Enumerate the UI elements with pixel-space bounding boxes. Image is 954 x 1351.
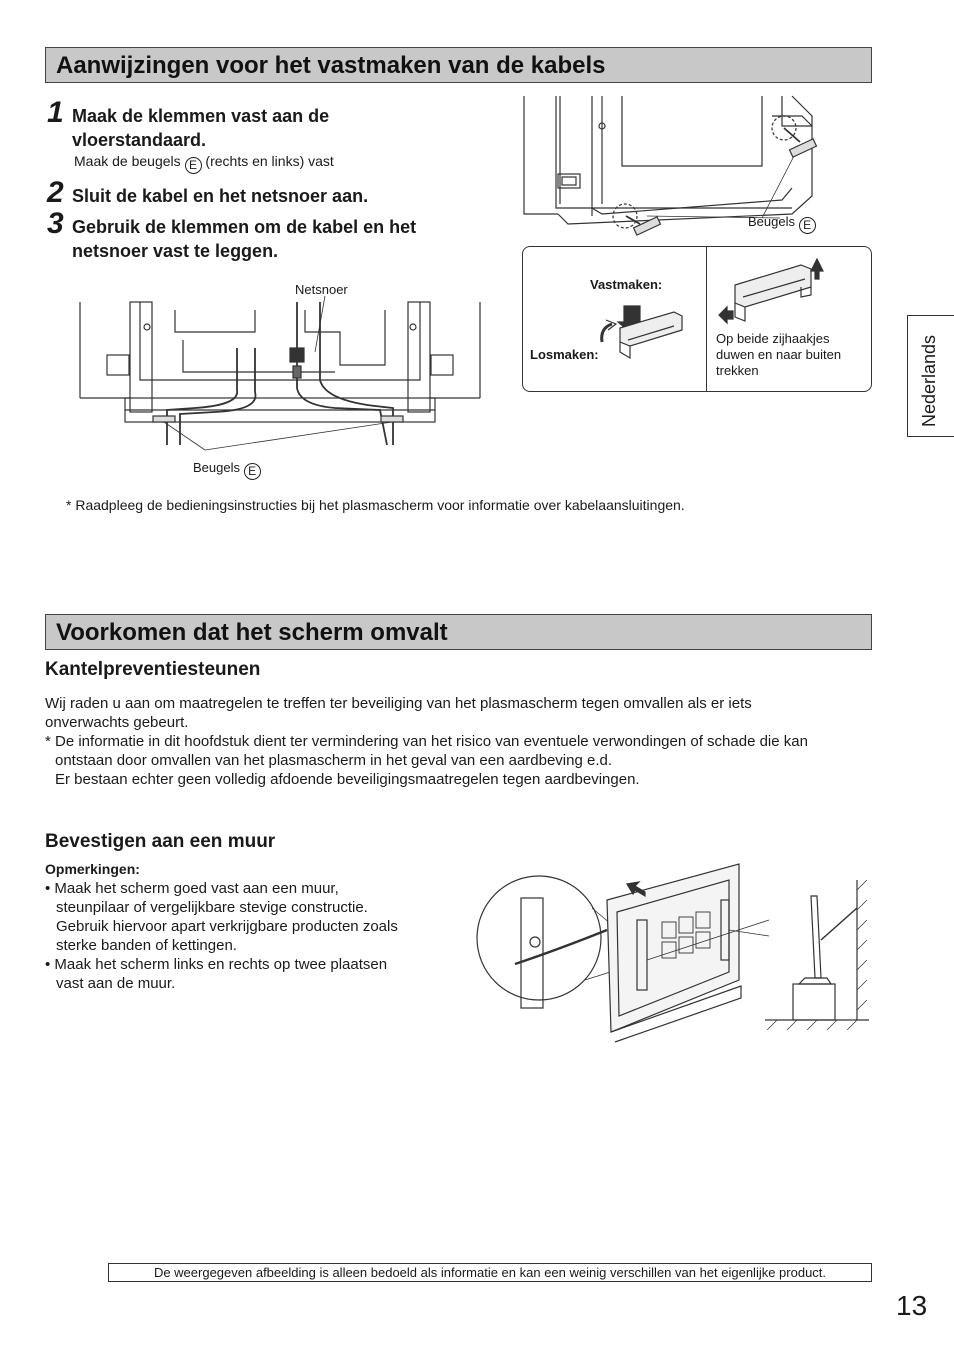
clamp-fasten-illustration — [594, 292, 694, 362]
note-line: duwen en naar buiten — [716, 347, 842, 362]
e-symbol: E — [799, 217, 816, 234]
step-number: 3 — [47, 207, 64, 240]
paragraph-intro — [45, 694, 808, 789]
step-line: Maak de klemmen vast aan de — [72, 106, 330, 126]
footnote: * Raadpleeg de bedieningsinstructies bij het plasmascherm voor informatie over kabelaansluitingen. — [66, 497, 685, 513]
para-line: Wij raden u aan om maatregelen te treffen ter beveiliging van het plasmascherm tegen omvallen als er iets — [45, 695, 752, 712]
page-number: 13 — [896, 1290, 928, 1321]
notes-heading: Opmerkingen: — [45, 861, 140, 877]
label-vastmaken: Vastmaken: — [590, 277, 663, 292]
para-line: ontstaan door omvallen van het plasmascherm in het geval van een aardbeving e.d. — [55, 752, 613, 769]
step-text — [72, 215, 416, 263]
section-header-cables — [45, 47, 872, 83]
language-side-tab — [907, 315, 954, 437]
beugels-text: Beugels — [193, 460, 240, 475]
step-line: Gebruik de klemmen om de kabel en het — [72, 217, 417, 237]
section-title: Voorkomen dat het scherm omvalt — [56, 619, 448, 646]
label-beugels — [193, 460, 261, 480]
para-line: * De informatie in dit hoofdstuk dient ter vermindering van het risico van eventuele verwondingen of schade die kan — [45, 733, 808, 750]
subheading-tilt: Kantelpreventiesteunen — [45, 659, 261, 680]
e-symbol: E — [185, 157, 202, 174]
e-symbol: E — [244, 463, 261, 480]
para-line: onverwachts gebeurt. — [45, 714, 189, 731]
language-label: Nederlands — [919, 334, 939, 427]
stand-rear-figure — [75, 280, 485, 480]
label-beugels-right — [748, 214, 816, 234]
notes-list — [45, 879, 398, 993]
bullet-line: Gebruik hiervoor apart verkrijgbare producten zoals — [56, 918, 398, 935]
step-number: 1 — [47, 96, 64, 129]
para-line: Er bestaan echter geen volledig afdoende beveiligingsmaatregelen tegen aardbevingen. — [55, 771, 640, 788]
bullet-line: • Maak het scherm goed vast aan een muur, — [45, 880, 339, 897]
release-note — [716, 331, 841, 379]
label-netsnoer: Netsnoer — [295, 282, 348, 297]
clamp-release-illustration — [715, 255, 835, 325]
step-text — [72, 104, 329, 152]
step-number: 2 — [47, 176, 64, 209]
box-divider — [706, 247, 707, 391]
sub-prefix: Maak de beugels — [74, 153, 181, 169]
step-line: netsnoer vast te leggen. — [72, 241, 279, 261]
label-losmaken: Losmaken: — [530, 347, 599, 362]
note-line: Op beide zijhaakjes — [716, 331, 830, 346]
step-line: vloerstandaard. — [72, 130, 207, 150]
bullet-line: • Maak het scherm links en rechts op twee plaatsen — [45, 956, 388, 973]
section-title: Aanwijzingen voor het vastmaken van de kabels — [56, 52, 606, 79]
disclaimer-box: De weergegeven afbeelding is alleen bedoeld als informatie en kan een weinig verschillen van het eigenlijke product. — [108, 1263, 872, 1282]
section-header-tipping — [45, 614, 872, 650]
sub-suffix: (rechts en links) vast — [205, 153, 334, 169]
bullet-line: steunpilaar of vergelijkbare stevige constructie. — [56, 899, 368, 916]
bullet-line: vast aan de muur. — [56, 975, 176, 992]
bullet-line: sterke banden of kettingen. — [56, 937, 237, 954]
beugels-text: Beugels — [748, 214, 795, 229]
wall-mount-figure — [477, 860, 872, 1040]
note-line: trekken — [716, 363, 759, 378]
subheading-wall: Bevestigen aan een muur — [45, 831, 276, 852]
step-text: Sluit de kabel en het netsnoer aan. — [72, 186, 369, 206]
step-subtext — [74, 152, 334, 174]
